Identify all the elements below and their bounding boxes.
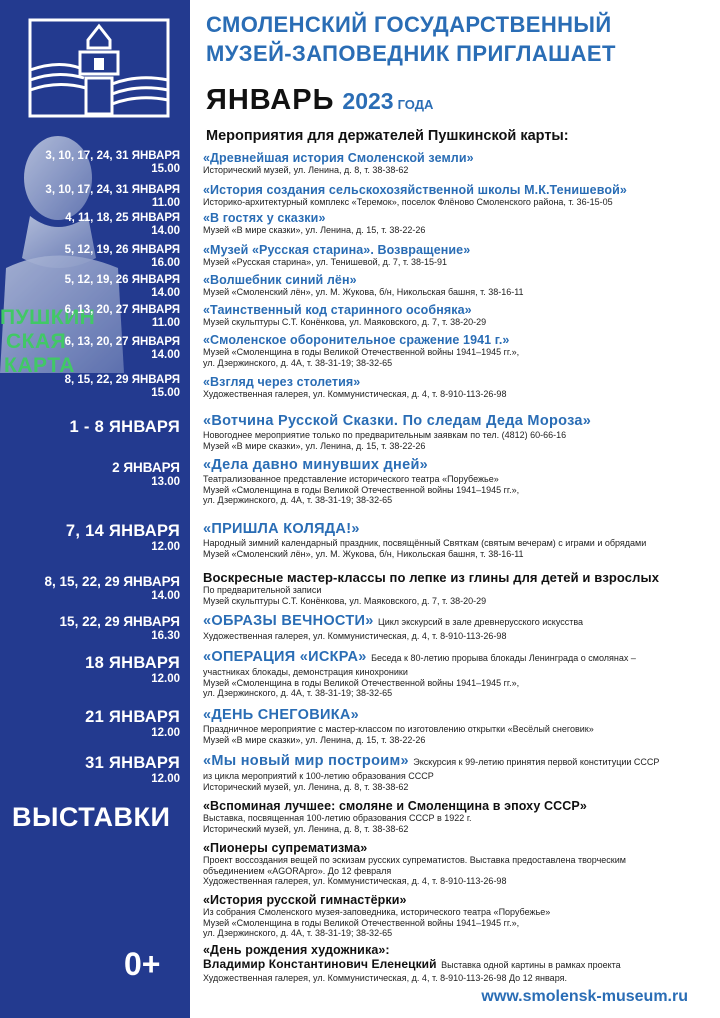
event-title: «Музей «Русская старина». Возвращение» [203,243,471,257]
event-detail: Исторический музей, ул. Ленина, д. 8, т. 38-38-62 [203,823,409,834]
text: ЯНВАРЬ [206,84,335,116]
event-detail: Художественная галерея, ул. Коммунистическая, д. 4, т. 8-910-113-26-98 До 12 января. [203,973,567,983]
pk-event-date [0,304,180,330]
time-text: 12.00 [151,673,180,685]
title-row [203,242,715,257]
event-title: «ОБРАЗЫ ВЕЧНОСТИ» [203,613,374,629]
time-text: 13.00 [151,476,180,488]
date-text: 4, 11, 18, 25 ЯНВАРЯ [65,212,180,224]
title-row [203,210,715,225]
time-text: 16.00 [151,257,180,269]
event-detail: Праздничное мероприятие с мастер-классом по изготовлению открытки «Весёлый снеговик» [203,724,594,734]
date-text: 21 ЯНВАРЯ [85,708,180,726]
event-detail: Театрализованное представление исторического театра «Порубежье» [203,474,499,484]
exhibition [203,956,715,984]
time-text: 12.00 [151,727,180,739]
event-title: «Пионеры супрематизма» [203,841,368,855]
pk-event [203,210,715,236]
event-detail: Исторический музей, ул. Ленина, д. 8, т. 38-38-62 [203,165,409,175]
event-title: «Мы новый мир построим» [203,753,409,769]
time-text: 12.00 [151,773,180,785]
event [203,570,715,606]
event-date [0,460,180,489]
event-detail: Художественная галерея, ул. Коммунистическая, д. 4, т. 8-910-113-26-98 [203,876,507,886]
date-text: 31 ЯНВАРЯ [85,754,180,772]
title-row [203,374,715,389]
title-row [203,752,715,771]
event-date [0,522,180,554]
event-date [0,708,180,740]
date-text: 7, 14 ЯНВАРЯ [65,522,180,540]
pk-event-date [0,244,180,270]
date-text: 8, 15, 22, 29 ЯНВАРЯ [64,374,180,386]
event-detail: ул. Дзержинского, д. 4А, т. 38-31-19; 38-32-65 [203,495,393,505]
text: МУЗЕЙ-ЗАПОВЕДНИК ПРИГЛАШАЕТ [206,41,616,66]
exhibition [203,892,715,939]
time-text: 14.00 [151,287,180,299]
event-title: Воскресные мастер-классы по лепке из глины для детей и взрослых [203,570,660,585]
title-row [203,706,715,724]
event-detail: Музей «Смоленщина в годы Великой Отечественной войны 1941–1945 гг.», [203,917,520,928]
event-title: «Древнейшая история Смоленской земли» [203,151,474,165]
museum-tower-logo-icon [28,18,170,118]
title-row [203,648,715,667]
event-date [0,418,180,437]
title-row [203,272,715,287]
time-text: 15.00 [151,163,180,175]
event-detail: Народный зимний календарный праздник, посвящённый Святкам (святым вечерам) с играми и обрядами [203,538,647,548]
event-title: Владимир Константинович Еленецкий [203,957,437,971]
time-text: 11.00 [151,317,180,329]
event-inline-desc: Беседа к 80-летию прорыва блокады Ленинграда о смолянах – [371,653,636,663]
age-rating: 0+ [124,946,161,982]
pk-event-date [0,374,180,400]
title-row [203,520,715,538]
event-title: «День рождения художника»: [203,943,390,957]
event-detail: Исторический музей, ул. Ленина, д. 8, т. 38-38-62 [203,781,409,792]
website-link[interactable]: www.smolensk-museum.ru [481,988,688,1005]
event-detail: Музей «Смоленский лён», ул. М. Жукова, б/н, Никольская башня, т. 38-16-11 [203,287,524,297]
event-detail: участниках блокады, демонстрация кинохроники [203,667,408,677]
date-text: 2 ЯНВАРЯ [112,460,180,475]
pk-event [203,182,715,208]
event-detail: Историко-архитектурный комплекс «Теремок», поселок Флёново Смоленского района, т. 36-15-05 [203,197,613,207]
event-title: «Вотчина Русской Сказки. По следам Деда Мороза» [203,413,592,429]
text: 2023 [342,88,394,114]
event-title: «Смоленское оборонительное сражение 1941 г.» [203,333,510,347]
exhibition [203,798,715,834]
month-heading [206,84,433,117]
event-detail: ул. Дзержинского, д. 4А, т. 38-31-19; 38-32-65 [203,357,393,368]
event-detail: Художественная галерея, ул. Коммунистическая, д. 4, т. 8-910-113-26-98 [203,389,507,399]
date-text: 18 ЯНВАРЯ [85,654,180,672]
date-text: 8, 15, 22, 29 ЯНВАРЯ [44,574,180,589]
title-row [203,840,715,855]
title-row [203,892,715,907]
event-title: «Дела давно минувших дней» [203,457,429,473]
title-row [203,798,715,813]
text: КАРТА [4,354,75,377]
event-detail: Музей «Смоленщина в годы Великой Отечественной войны 1941–1945 гг.», [203,677,520,688]
event-title: «ПРИШЛА КОЛЯДА!» [203,521,360,537]
event [203,706,715,745]
pk-event [203,150,715,176]
event-detail: Художественная галерея, ул. Коммунистическая, д. 4, т. 8-910-113-26-98 [203,631,507,641]
event-inline-desc: Цикл экскурсий в зале древнерусского искусства [378,617,584,627]
event-title: «Волшебник синий лён» [203,273,357,287]
date-text: 1 - 8 ЯНВАРЯ [69,418,180,436]
event-inline-desc: Выставка одной картины в рамках проекта [441,960,621,970]
event-title: «Вспоминая лучшее: смоляне и Смоленщина в эпоху СССР» [203,799,587,813]
event-detail: из цикла мероприятий к 100-летию образования СССР [203,771,434,781]
event-detail: Музей скульптуры С.Т. Конёнкова, ул. Маяковского, д. 7, т. 38-20-29 [203,317,487,327]
date-text: 3, 10, 17, 24, 31 ЯНВАРЯ [45,184,180,196]
time-text: 15.00 [151,387,180,399]
pk-event [203,272,715,298]
title-row [203,302,715,317]
exhibitions-label: ВЫСТАВКИ [12,802,171,832]
page-title [206,12,616,67]
pk-event [203,302,715,328]
event-title: «В гостях у сказки» [203,211,326,225]
event-detail: Новогоднее мероприятие только по предварительным заявкам по тел. (4812) 60-66-16 [203,430,567,440]
title-row [203,182,715,197]
time-text: 12.00 [151,541,180,553]
text: СМОЛЕНСКИЙ ГОСУДАРСТВЕННЫЙ [206,12,612,37]
pk-event-date [0,150,180,176]
event-title: «История русской гимнастёрки» [203,893,407,907]
event-title: «Взгляд через столетия» [203,375,361,389]
event-detail: По предварительной записи [203,585,322,595]
time-text: 11.00 [151,197,180,209]
pk-event-date [0,212,180,238]
title-row [203,942,715,957]
text: ПУШКИН [0,306,96,329]
event [203,752,715,792]
pk-event-date [0,184,180,210]
event-title: «История создания сельскохозяйственной школы М.К.Тенишевой» [203,183,627,197]
event-detail: ул. Дзержинского, д. 4А, т. 38-31-19; 38-32-65 [203,688,393,698]
event-detail: Музей скульптуры С.Т. Конёнкова, ул. Маяковского, д. 7, т. 38-20-29 [203,595,487,606]
event-detail: Из собрания Смоленского музея-заповедника, исторического театра «Порубежье» [203,907,551,917]
event-title: «ДЕНЬ СНЕГОВИКА» [203,707,359,723]
event [203,612,715,642]
pk-event [203,332,715,368]
pushkin-card-heading: Мероприятия для держателей Пушкинской карты: [206,128,569,144]
event-detail: Выставка, посвященная 100-летию образования СССР в 1922 г. [203,813,472,823]
event-detail: Проект воссоздания вещей по эскизам русских супрематистов. Выставка предоставлена творческим [203,855,626,865]
time-text: 14.00 [151,349,180,361]
event [203,412,715,451]
pk-event-date [0,336,180,362]
left-panel [0,0,190,1018]
event-detail: Музей «В мире сказки», ул. Ленина, д. 15, т. 38-22-26 [203,225,426,235]
pk-event-date [0,274,180,300]
event-inline-desc: Экскурсия к 99-летию принятия первой конституции СССР [413,757,660,767]
date-text: 5, 12, 19, 26 ЯНВАРЯ [64,244,180,256]
event-detail: Музей «Русская старина», ул. Тенишевой, д. 7, т. 38-15-91 [203,257,448,267]
event-detail: Музей «Смоленщина в годы Великой Отечественной войны 1941–1945 гг.», [203,484,520,495]
exhibition [203,840,715,887]
pk-event [203,374,715,400]
time-text: 16.30 [151,630,180,642]
exhibition [203,942,715,957]
title-row [203,612,715,631]
title-row [203,150,715,165]
event-detail: Музей «Смоленщина в годы Великой Отечественной войны 1941–1945 гг.», [203,347,520,357]
title-row [203,570,715,585]
event-title: «Таинственный код старинного особняка» [203,303,472,317]
event-detail: Музей «В мире сказки», ул. Ленина, д. 15, т. 38-22-26 [203,440,426,451]
title-row [203,456,715,474]
time-text: 14.00 [151,590,180,602]
date-text: 3, 10, 17, 24, 31 ЯНВАРЯ [45,150,180,162]
title-row [203,956,715,973]
time-text: 14.00 [151,225,180,237]
date-text: 15, 22, 29 ЯНВАРЯ [59,614,180,629]
event-date [0,614,180,643]
event-detail: Музей «В мире сказки», ул. Ленина, д. 15, т. 38-22-26 [203,734,426,745]
event-date [0,754,180,786]
text: ГОДА [397,97,434,112]
pk-event [203,242,715,268]
event-date [0,654,180,686]
event-title: «ОПЕРАЦИЯ «ИСКРА» [203,649,367,665]
event [203,648,715,699]
text: СКАЯ [6,330,67,353]
date-text: 6, 13, 20, 27 ЯНВАРЯ [64,304,180,316]
date-text: 5, 12, 19, 26 ЯНВАРЯ [64,274,180,286]
date-text: 6, 13, 20, 27 ЯНВАРЯ [64,336,180,348]
event-detail: ул. Дзержинского, д. 4А, т. 38-31-19; 38-32-65 [203,928,393,938]
event-date [0,574,180,603]
title-row [203,412,715,430]
event-detail: Музей «Смоленский лён», ул. М. Жукова, б/н, Никольская башня, т. 38-16-11 [203,548,524,559]
event-detail: объединением «AGORApro». До 12 февраля [203,865,392,876]
title-row [203,332,715,347]
event [203,520,715,559]
event [203,456,715,506]
